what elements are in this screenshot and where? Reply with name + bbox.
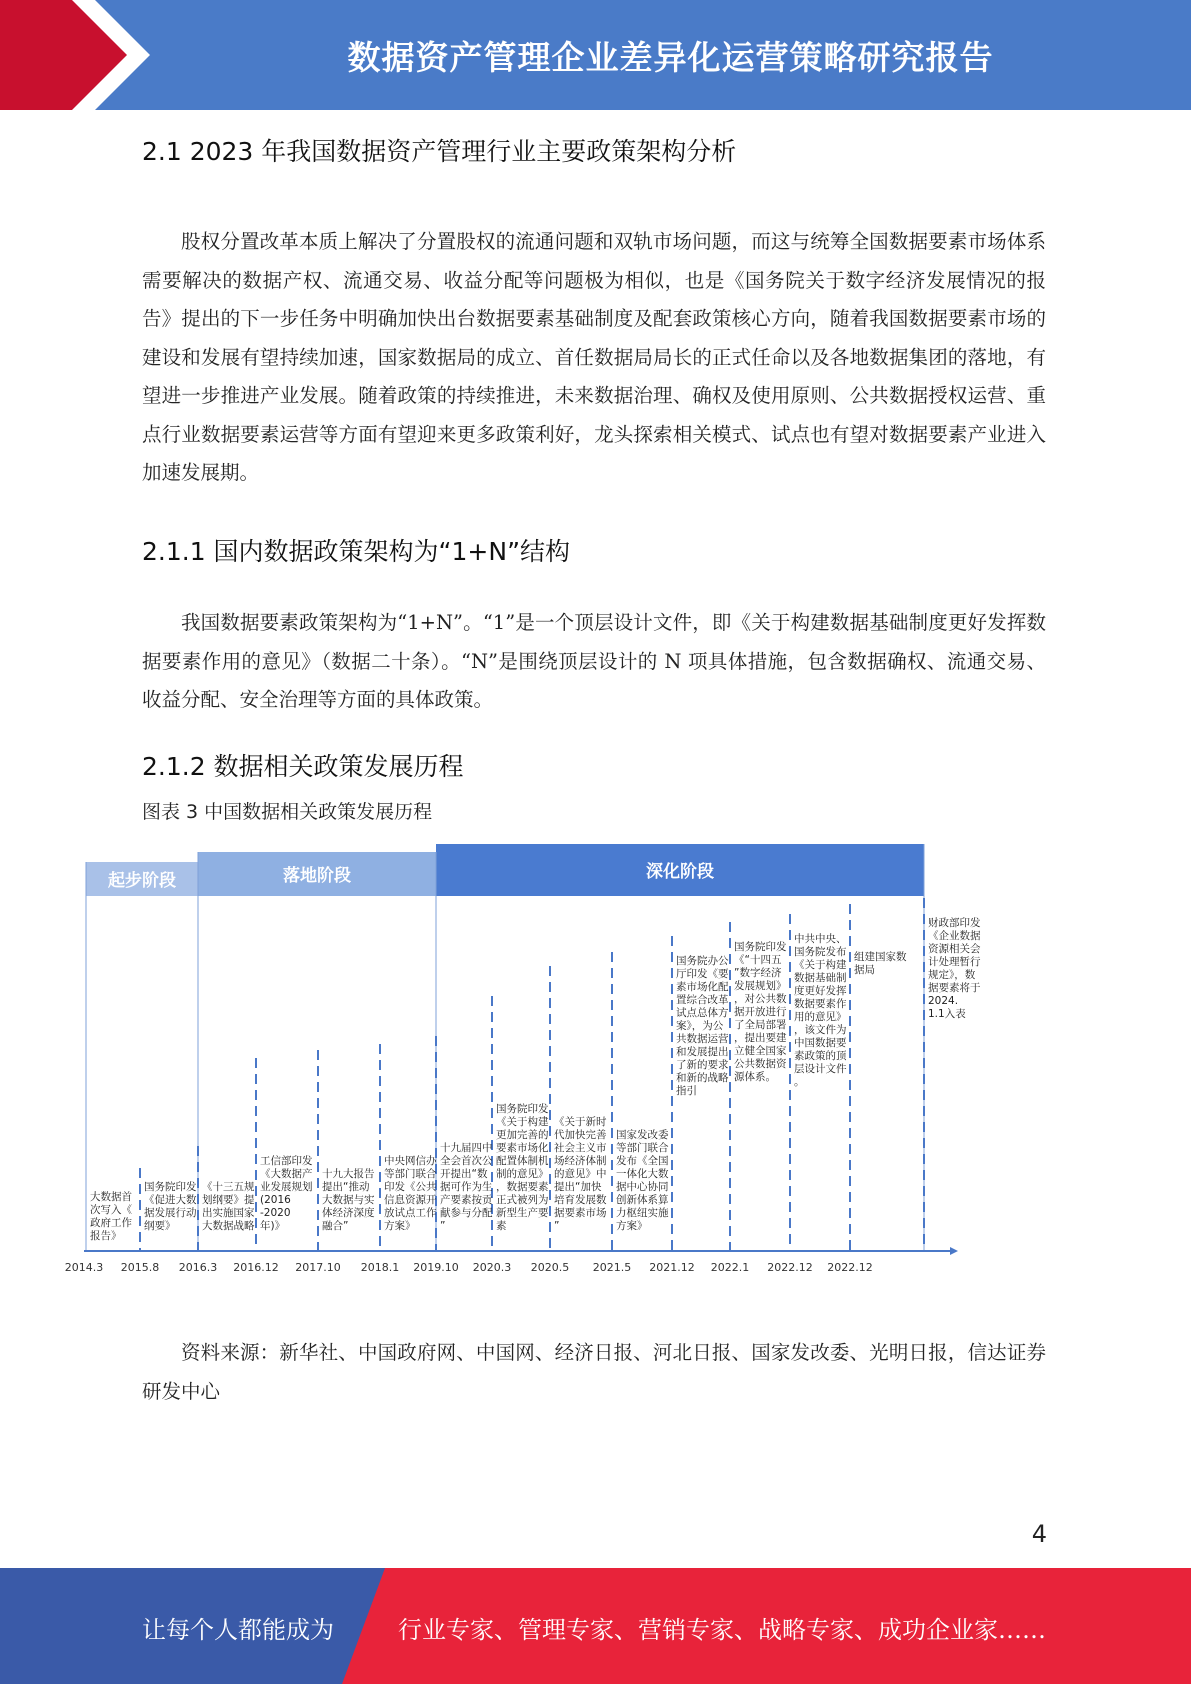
timeline-date-label: 2015.8 bbox=[120, 1261, 160, 1274]
timeline-event-text: 《十三五规划纲要》提出实施国家大数据战略 bbox=[202, 1181, 255, 1232]
page-number: 4 bbox=[1031, 1520, 1047, 1548]
timeline-date-label: 2021.5 bbox=[592, 1261, 632, 1274]
timeline-event-text: 财政部印发《企业数据资源相关会计处理暂行规定》，数据要素将于 2024. 1.1入表 bbox=[928, 917, 981, 1020]
timeline-date-label: 2018.1 bbox=[360, 1261, 400, 1274]
timeline-event-text: 国务院印发《关于构建更加完善的要素市场化配置体制机制的意见》，数据要素正式被列为新型生产要素 bbox=[496, 1103, 549, 1232]
footer-slogan-left: 让每个人都能成为 bbox=[142, 1616, 334, 1644]
timeline-event-text: 国务院印发《“十四五”数字经济发展规划》，对公共数据开放进行了全局部署，提出要建立健全国家公共数据资源体系。 bbox=[734, 941, 787, 1083]
stage-label-3: 深化阶段 bbox=[646, 862, 714, 882]
timeline-date-label: 2016.12 bbox=[233, 1261, 279, 1274]
section-heading: 2.1 2023 年我国数据资产管理行业主要政策架构分析 bbox=[142, 137, 737, 166]
timeline-event-text: 十九届四中全会首次公开提出“数据可作为生产要素按贡献参与分配” bbox=[440, 1142, 493, 1232]
policy-timeline bbox=[64, 838, 981, 1283]
timeline-event-text: 十九大报告提出“推动大数据与实体经济深度融合” bbox=[322, 1168, 375, 1232]
timeline-event-text: 国务院印发《促进大数据发展行动纲要》 bbox=[144, 1181, 197, 1232]
timeline-event-text: 工信部印发《大数据产业发展规划(2016 -2020 年)》 bbox=[260, 1155, 313, 1232]
stage-label-1: 起步阶段 bbox=[108, 871, 176, 891]
header-arrow-decoration bbox=[0, 0, 170, 110]
subsection-paragraph-1: 我国数据要素政策架构为“1+N”。“1”是一个顶层设计文件，即《关于构建数据基础制度更好发挥数据要素作用的意见》（数据二十条）。“N”是围绕顶层设计的 N 项具体措施，包含数据确权、流通交易、收益分配、安全治理等方面的具体政策。 bbox=[142, 611, 1046, 711]
timeline-date-label: 2016.3 bbox=[178, 1261, 218, 1274]
timeline-date-label: 2022.12 bbox=[827, 1261, 873, 1274]
timeline-date-label: 2017.10 bbox=[295, 1261, 341, 1274]
subsection-heading-1: 2.1.1 国内数据政策架构为“1+N”结构 bbox=[142, 537, 571, 566]
figure-caption: 图表 3 中国数据相关政策发展历程 bbox=[142, 801, 433, 823]
timeline-event-text: 大数据首次写入《政府工作报告》 bbox=[90, 1191, 132, 1242]
timeline-event-text: 中共中央、国务院发布《关于构建数据基础制度更好发挥数据要素作用的意见》，该文件为中国数据要素政策的顶层设计文件。 bbox=[794, 933, 847, 1088]
stage-label-2: 落地阶段 bbox=[283, 866, 351, 886]
timeline-event-text: 国务院办公厅印发《要素市场化配置综合改革试点总体方案》，为公共数据运营和发展提出了新的要求和新的战略指引 bbox=[676, 955, 729, 1097]
timeline-date-label: 2022.1 bbox=[710, 1261, 750, 1274]
timeline-event-text: 组建国家数据局 bbox=[854, 951, 907, 976]
timeline-date-label: 2019.10 bbox=[413, 1261, 459, 1274]
subsection-heading-2: 2.1.2 数据相关政策发展历程 bbox=[142, 752, 464, 781]
page-header bbox=[0, 0, 1191, 110]
timeline-axis-arrow bbox=[950, 1247, 958, 1255]
timeline-date-label: 2014.3 bbox=[64, 1261, 104, 1274]
report-title: 数据资产管理企业差异化运营策略研究报告 bbox=[347, 37, 994, 77]
timeline-date-label: 2021.12 bbox=[649, 1261, 695, 1274]
timeline-date-label: 2022.12 bbox=[767, 1261, 813, 1274]
timeline-date-label: 2020.5 bbox=[530, 1261, 570, 1274]
footer-slogan-right: 行业专家、管理专家、营销专家、战略专家、成功企业家…… bbox=[398, 1616, 1046, 1644]
timeline-event-text: 国家发改委等部门联合发布《全国一体化大数据中心协同创新体系算力枢纽实施方案》 bbox=[616, 1129, 669, 1232]
timeline-event-text: 中央网信办等部门联合印发《公共信息资源开放试点工作方案》 bbox=[384, 1155, 437, 1232]
section-paragraph: 股权分置改革本质上解决了分置股权的流通问题和双轨市场问题，而这与统筹全国数据要素市场体系需要解决的数据产权、流通交易、收益分配等问题极为相似，也是《国务院关于数字经济发展情况的报告》提出的下一步任务中明确加快出台数据要素基础制度及配套政策核心方向，随着我国数据要素市场的建设和发展有望持续加速，国家数据局的成立、首任数据局局长的正式任命以及各地数据集团的落地，有望进一步推进产业发展。随着政策的持续推进，未来数据治理、确权及使用原则、公共数据授权运营、重点行业数据要素运营等方面有望迎来更多政策利好，龙头探索相关模式、试点也有望对数据要素产业进入加速发展期。 bbox=[142, 230, 1046, 484]
timeline-event-text: 《关于新时代加快完善社会主义市场经济体制的意见》中提出“加快培育发展数据要素市场” bbox=[554, 1116, 607, 1232]
timeline-date-label: 2020.3 bbox=[472, 1261, 512, 1274]
source-note: 资料来源：新华社、中国政府网、中国网、经济日报、河北日报、国家发改委、光明日报，信达证券研发中心 bbox=[142, 1341, 1046, 1403]
